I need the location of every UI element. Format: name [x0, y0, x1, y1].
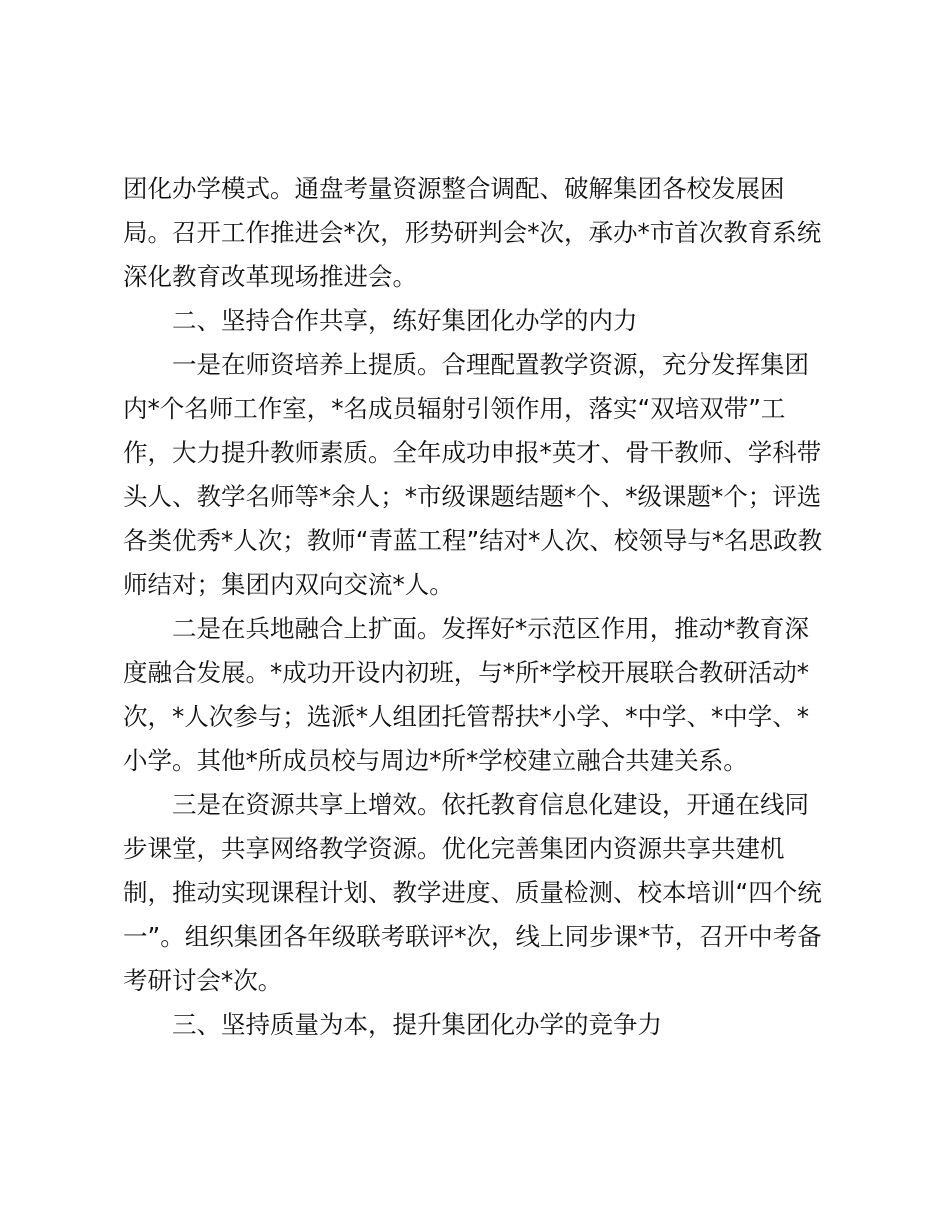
body-line: 局。召开工作推进会*次，形势研判会*次，承办*市首次教育系统	[123, 218, 822, 247]
body-line: 师结对；集团内双向交流*人。	[123, 570, 454, 599]
body-line: 考研讨会*次。	[123, 966, 283, 995]
body-line: 头人、教学名师等*余人；*市级课题结题*个、*级课题*个；评选	[123, 482, 822, 511]
body-line: 制，推动实现课程计划、教学进度、质量检测、校本培训“四个统	[123, 878, 822, 907]
section-heading: 三、坚持质量为本，提升集团化办学的竞争力	[172, 1010, 662, 1039]
body-line: 作，大力提升教师素质。全年成功申报*英才、骨干教师、学科带	[123, 438, 822, 467]
paragraph-first-line: 一是在师资培养上提质。合理配置教学资源，充分发挥集团	[172, 350, 809, 379]
body-line: 各类优秀*人次；教师“青蓝工程”结对*人次、校领导与*名思政教	[123, 526, 823, 555]
body-line: 小学。其他*所成员校与周边*所*学校建立融合共建关系。	[123, 746, 748, 775]
body-line: 一”。组织集团各年级联考联评*次，线上同步课*节，召开中考备	[123, 922, 822, 951]
body-line: 内*个名师工作室，*名成员辐射引领作用，落实“双培双带”工	[123, 394, 786, 423]
body-line: 度融合发展。*成功开设内初班，与*所*学校开展联合教研活动*	[123, 658, 809, 687]
body-line: 次，*人次参与；选派*人组团托管帮扶*小学、*中学、*中学、*	[123, 702, 809, 731]
paragraph-first-line: 二是在兵地融合上扩面。发挥好*示范区作用，推动*教育深	[172, 614, 809, 643]
body-line: 步课堂，共享网络教学资源。优化完善集团内资源共享共建机	[123, 834, 785, 863]
body-line: 团化办学模式。通盘考量资源整合调配、破解集团各校发展困	[123, 174, 785, 203]
paragraph-first-line: 三是在资源共享上增效。依托教育信息化建设，开通在线同	[172, 790, 809, 819]
body-line: 深化教育改革现场推进会。	[123, 262, 417, 291]
section-heading: 二、坚持合作共享，练好集团化办学的内力	[172, 306, 638, 335]
